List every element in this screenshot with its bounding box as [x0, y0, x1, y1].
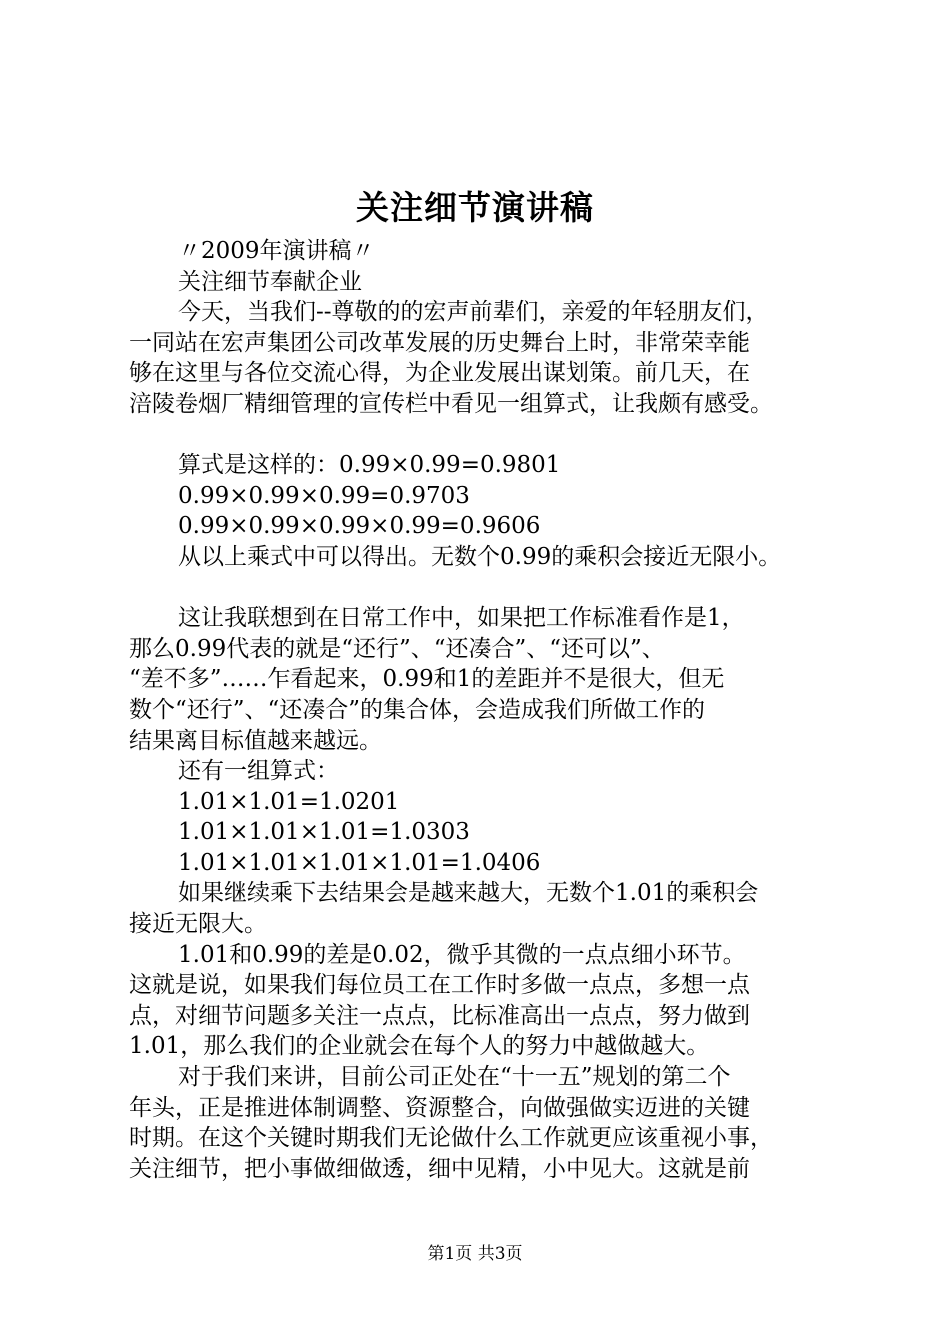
page-footer: 第1页 共3页 [427, 1244, 523, 1264]
text-line: 如果继续乘下去结果会是越来越大，无数个1.01的乘积会 [178, 880, 759, 907]
text-line: 点，对细节问题多关注一点点，比标准高出一点点，努力做到 [129, 1002, 750, 1029]
text-line: 1.01，那么我们的企业就会在每个人的努力中越做越大。 [129, 1033, 710, 1060]
text-line: 0.99×0.99×0.99=0.9703 [178, 482, 470, 509]
text-line: 关注细节，把小事做细做透，细中见精，小中见大。这就是前 [129, 1155, 750, 1182]
text-line: 时期。在这个关键时期我们无论做什么工作就更应该重视小事， [129, 1125, 773, 1152]
text-line: 1.01×1.01×1.01×1.01=1.0406 [178, 849, 541, 876]
text-line: 这就是说，如果我们每位员工在工作时多做一点点，多想一点 [129, 972, 750, 999]
document-body [129, 236, 851, 1184]
text-line: 够在这里与各位交流心得，为企业发展出谋划策。前几天，在 [129, 360, 750, 387]
text-line: 年头，正是推进体制调整、资源整合，向做强做实迈进的关键 [129, 1094, 750, 1121]
text-line: 这让我联想到在日常工作中，如果把工作标准看作是1， [178, 605, 745, 632]
document-title: 关注细节演讲稿 [356, 188, 594, 227]
text-line: 1.01×1.01×1.01=1.0303 [178, 819, 470, 846]
text-line: 对于我们来讲，目前公司正处在“十一五”规划的第二个 [178, 1064, 731, 1091]
text-line: 算式是这样的：0.99×0.99=0.9801 [178, 452, 561, 479]
text-line: 从以上乘式中可以得出。无数个0.99的乘积会接近无限小。 [178, 543, 782, 570]
text-line: 0.99×0.99×0.99×0.99=0.9606 [178, 513, 541, 540]
text-line: 涪陵卷烟厂精细管理的宣传栏中看见一组算式，让我颇有感受。 [129, 390, 773, 417]
text-line: 还有一组算式： [178, 758, 339, 785]
text-line: 1.01和0.99的差是0.02，微乎其微的一点点细小环节。 [178, 941, 746, 968]
text-line: 结果离目标值越来越远。 [129, 727, 382, 754]
text-line: 数个“还行”、“还凑合”的集合体，会造成我们所做工作的 [129, 696, 706, 723]
text-line: 1.01×1.01=1.0201 [178, 788, 400, 815]
paragraph-gap [129, 573, 851, 604]
text-line: “差不多”……乍看起来，0.99和1的差距并不是很大，但无 [129, 666, 725, 693]
text-line: 接近无限大。 [129, 911, 267, 938]
text-line: 一同站在宏声集团公司改革发展的历史舞台上时，非常荣幸能 [129, 329, 750, 356]
paragraph-gap [129, 420, 851, 451]
text-line: 那么0.99代表的就是“还行”、“还凑合”、“还可以”、 [129, 635, 665, 662]
text-line: 今天，当我们--尊敬的的宏声前辈们，亲爱的年轻朋友们， [178, 299, 769, 326]
text-line: 关注细节奉献企业 [178, 268, 362, 295]
text-line: 〃2009年演讲稿〃 [178, 238, 375, 264]
